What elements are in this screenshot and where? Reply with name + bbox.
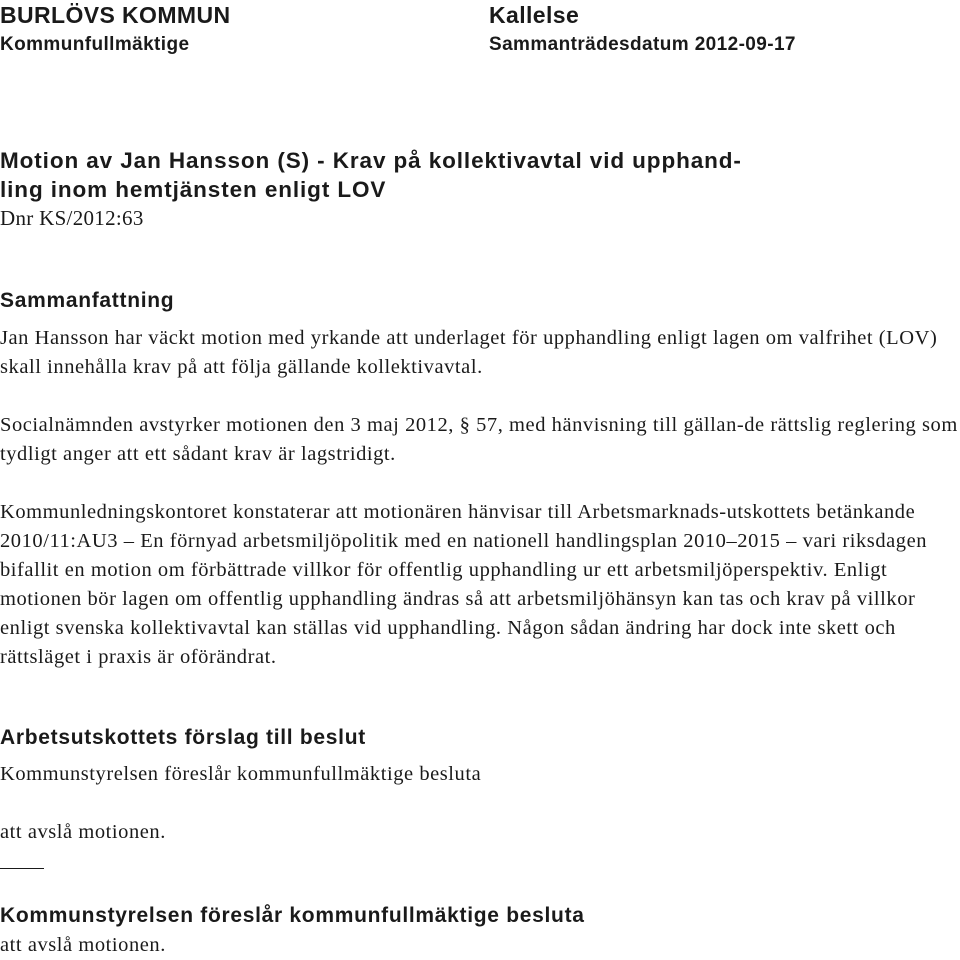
summary-heading: Sammanfattning	[0, 289, 175, 312]
separator-line	[0, 868, 44, 869]
matter-title	[0, 146, 958, 204]
committee-proposal-intro: Kommunstyrelsen föreslår kommunfullmäktige besluta	[0, 763, 482, 785]
summary-paragraph-3: Kommunledningskontoret konstaterar att motionären hänvisar till Arbetsmarknads-utskottets betänkande 2010/11:AU3 – En förnyad arbetsmiljöpolitik med en nationell handlingsplan 2010–2015 – vari riksdagen bifallit en motion om förbättrade villkor för offentlig upphandling ur ett arbetsmiljöperspektiv. Enligt motionen bör lagen om offentlig upphandling ändras så att arbetsmiljöhänsyn kan tas och krav på villkor enligt svenska kollektivavtal kan ställas vid upphandling. Någon sådan ändring har dock inte skett och rättsläget i praxis är oförändrat.	[0, 501, 928, 668]
board-proposal-decision: att avslå motionen.	[0, 934, 166, 956]
assembly-name: Kommunfullmäktige	[0, 34, 190, 55]
matter-title-line-2: ling inom hemtjänsten enligt LOV	[0, 177, 387, 202]
document-type: Kallelse	[489, 2, 580, 28]
committee-proposal-decision: att avslå motionen.	[0, 821, 166, 843]
committee-proposal-heading: Arbetsutskottets förslag till beslut	[0, 726, 366, 749]
board-proposal-heading: Kommunstyrelsen föreslår kommunfullmäktige besluta	[0, 904, 585, 927]
diary-number: Dnr KS/2012:63	[0, 206, 144, 230]
organization-name: BURLÖVS KOMMUN	[0, 2, 231, 28]
summary-paragraph-2: Socialnämnden avstyrker motionen den 3 maj 2012, § 57, med hänvisning till gällan-de rättslig reglering som tydligt anger att ett sådant krav är lagstridigt.	[0, 414, 958, 465]
summary-paragraph-1: Jan Hansson har väckt motion med yrkande att underlaget för upphandling enligt lagen om valfrihet (LOV) skall innehålla krav på att följa gällande kollektivavtal.	[0, 327, 938, 378]
matter-title-line-1: Motion av Jan Hansson (S) - Krav på kollektivavtal vid upphand-	[0, 148, 742, 173]
meeting-date: Sammanträdesdatum 2012-09-17	[489, 34, 796, 55]
